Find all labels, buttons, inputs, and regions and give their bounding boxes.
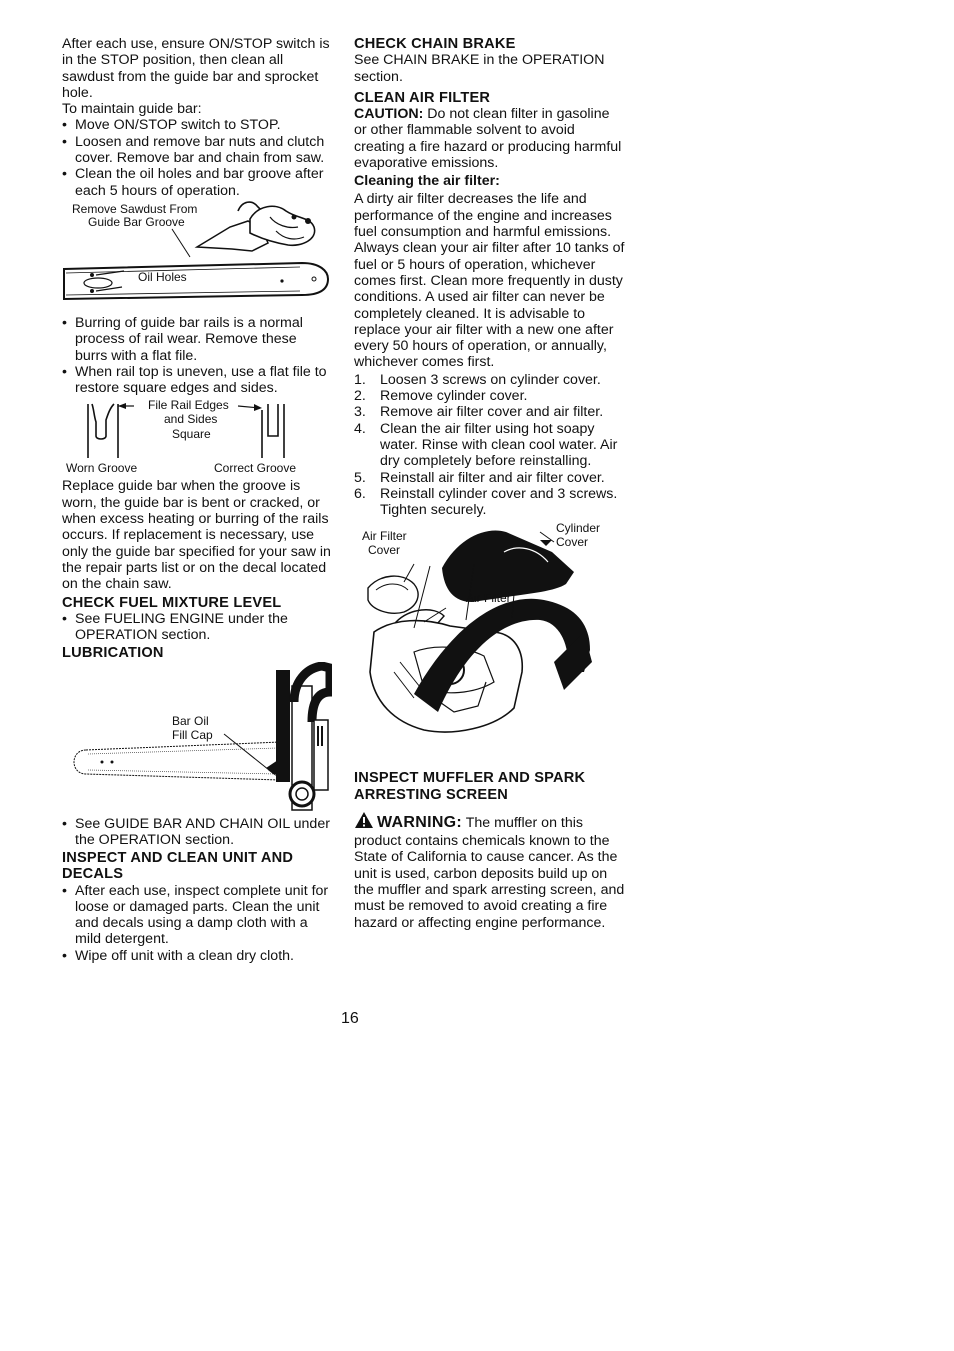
label-and-sides: and Sides	[164, 412, 218, 427]
guide-bar-figure	[62, 199, 332, 311]
label-air-filter: Air Filter	[466, 591, 511, 606]
guide-bar-intro: To maintain guide bar:	[62, 101, 202, 118]
lubrication-figure	[62, 662, 332, 812]
list-item: 2. Remove cylinder cover.	[354, 388, 528, 405]
caution-text: Do not clean filter in gasoline or other flammable solvent to avoid creating a fire hazard or producing harmful evaporative emissions.	[354, 106, 622, 171]
list-item: • Move ON/STOP switch to STOP.	[62, 117, 332, 133]
rail-groove-figure	[62, 396, 332, 476]
fuel-notes	[62, 611, 332, 644]
list-item: • Wipe off unit with a clean dry cloth.	[62, 948, 332, 964]
label-cylinder-cover-1: Cylinder	[556, 521, 601, 536]
list-item: • See FUELING ENGINE under the OPERATION section.	[62, 611, 332, 644]
heading-check-chain-brake: CHECK CHAIN BRAKE	[354, 36, 516, 52]
warning-triangle-icon	[354, 811, 374, 833]
right-column	[354, 36, 626, 931]
lubrication-notes	[62, 816, 332, 849]
warning-text: The muffler on this product contains chemicals known to the State of California to cause cancer. As the unit is used, carbon deposits build up on the muffler and spark arresting screen, and must be removed to avoid creating a fire hazard or affecting engine performance.	[354, 814, 625, 931]
list-item: 6. Reinstall cylinder cover and 3 screws. Tighten securely.	[354, 485, 618, 519]
subheading-cleaning: Cleaning the air filter:	[354, 173, 500, 190]
label-bar-oil: Bar Oil	[172, 713, 209, 728]
air-filter-illustration	[354, 522, 626, 768]
heading-inspect-clean: INSPECT AND CLEAN UNIT AND DECALS	[62, 850, 294, 883]
air-filter-steps	[354, 372, 626, 519]
heading-clean-air-filter: CLEAN AIR FILTER	[354, 89, 491, 106]
caution-label: CAUTION:	[354, 106, 424, 122]
list-item: 5. Reinstall air filter and air filter cover.	[354, 469, 605, 486]
label-square: Square	[172, 427, 211, 442]
list-item: • When rail top is uneven, use a flat file to restore square edges and sides.	[62, 364, 332, 397]
list-item: 4. Clean the air filter using hot soapy water. Rinse with clean cool water. Air dry completely before reinstalling.	[354, 420, 618, 470]
heading-inspect-muffler: INSPECT MUFFLER AND SPARK ARRESTING SCREEN	[354, 770, 586, 803]
list-item: • Burring of guide bar rails is a normal process of rail wear. Remove these burrs with a flat file.	[62, 315, 332, 364]
inspect-notes	[62, 883, 332, 964]
replace-guide-bar-paragraph: Replace guide bar when the groove is worn, the guide bar is bent or cracked, or when excess heating or burring of the rails occurs. If replacement is necessary, use only the guide bar specified for your saw in the repair parts list or on the decal located on the chain saw.	[62, 478, 331, 593]
list-item: • Clean the oil holes and bar groove after each 5 hours of operation.	[62, 166, 332, 199]
label-worn-groove: Worn Groove	[66, 461, 138, 476]
label-air-filter-cover-2: Cover	[368, 543, 401, 558]
list-item: • After each use, inspect complete unit for loose or damaged parts. Clean the unit and decals using a damp cloth with a mild detergent.	[62, 883, 332, 948]
label-cylinder-cover-2: Cover	[556, 535, 589, 550]
label-fill-cap: Fill Cap	[172, 727, 213, 742]
heading-check-fuel: CHECK FUEL MIXTURE LEVEL	[62, 594, 282, 611]
list-item: 1. Loosen 3 screws on cylinder cover.	[354, 371, 601, 388]
left-column	[62, 36, 332, 964]
label-guide-bar-groove: Guide Bar Groove	[88, 214, 185, 229]
caution-paragraph	[354, 106, 626, 171]
air-filter-paragraph: A dirty air filter decreases the life and performance of the engine and increases fuel consumption and harmful emissions. Always clean your air filter after 10 tanks of fuel or 5 hours of operation, whichever comes first. Clean more frequently in dusty conditions. A used air filter can never be completely cleaned. It is advisable to replace your air filter with a new one after every 50 hours of operation, or annually, whichever comes first.	[354, 191, 625, 371]
label-oil-holes: Oil Holes	[138, 269, 187, 284]
list-item: • See GUIDE BAR AND CHAIN OIL under the OPERATION section.	[62, 816, 332, 849]
label-remove-sawdust: Remove Sawdust From	[72, 201, 198, 216]
warning-label: WARNING:	[377, 813, 463, 831]
label-file-rail-edges: File Rail Edges	[148, 398, 229, 413]
chain-brake-paragraph: See CHAIN BRAKE in the OPERATION section.	[354, 52, 605, 85]
intro-paragraph: After each use, ensure ON/STOP switch is in the STOP position, then clean all sawdust from the guide bar and sprocket hole.	[62, 36, 330, 101]
burring-notes	[62, 315, 332, 396]
heading-lubrication: LUBRICATION	[62, 645, 164, 662]
label-air-filter-cover-1: Air Filter	[362, 529, 407, 544]
guide-bar-steps	[62, 117, 332, 198]
list-item: • Loosen and remove bar nuts and clutch cover. Remove bar and chain from saw.	[62, 134, 332, 167]
page-number: 16	[341, 1010, 359, 1027]
air-filter-figure	[354, 522, 626, 768]
label-correct-groove: Correct Groove	[214, 461, 297, 476]
warning-paragraph	[354, 811, 626, 931]
list-item: 3. Remove air filter cover and air filter.	[354, 404, 604, 421]
